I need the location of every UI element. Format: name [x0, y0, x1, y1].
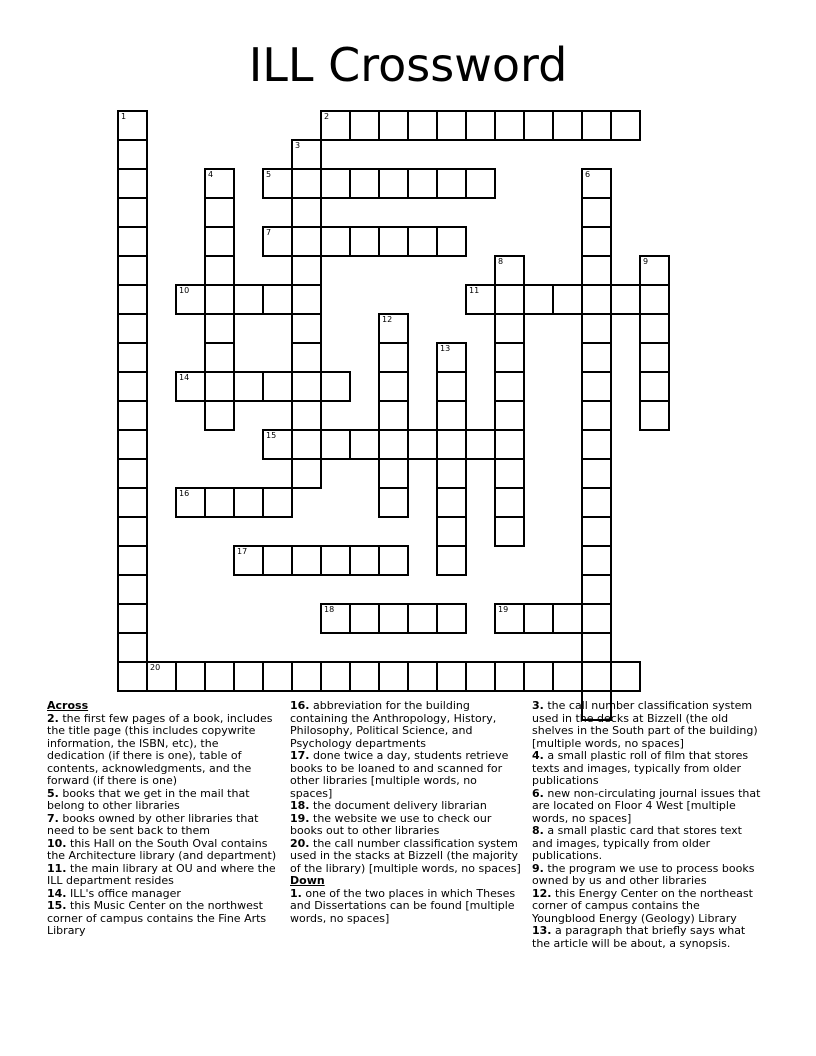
clue-column-2 — [290, 700, 522, 925]
grid-cell[interactable] — [117, 458, 148, 489]
grid-cell[interactable] — [436, 458, 467, 489]
grid-cell[interactable] — [407, 110, 438, 141]
grid-cell[interactable] — [639, 342, 670, 373]
cell-number: 2 — [324, 112, 330, 121]
grid-cell[interactable] — [610, 110, 641, 141]
grid-cell[interactable] — [581, 574, 612, 605]
grid-cell[interactable] — [117, 197, 148, 228]
clue-across-14: 14. ILL's office manager — [47, 886, 181, 900]
cell-number: 1 — [121, 112, 127, 121]
grid-cell[interactable] — [117, 226, 148, 257]
grid-cell[interactable] — [494, 110, 525, 141]
clue-down-12: 12. this Energy Center on the northeast corner of campus contains the Youngblood Energy (Geology) Library — [532, 886, 753, 925]
clue-across-15: 15. this Music Center on the northwest corner of campus contains the Fine Arts Library — [47, 899, 267, 937]
grid-cell[interactable] — [320, 226, 351, 257]
grid-cell[interactable] — [378, 661, 409, 692]
grid-cell[interactable] — [117, 168, 148, 199]
grid-cell[interactable] — [204, 487, 235, 518]
grid-cell[interactable] — [610, 661, 641, 692]
grid-cell[interactable] — [436, 516, 467, 547]
cell-number: 13 — [440, 344, 451, 353]
grid-cell[interactable] — [378, 342, 409, 373]
grid-cell[interactable] — [117, 110, 148, 141]
clue-down-3: 3. the call number classification system used in the decks at Bizzell (the old shelves in the South part of the building) [multiple words, no spaces] — [532, 699, 758, 750]
grid-cell[interactable] — [494, 371, 525, 402]
grid-cell[interactable] — [291, 429, 322, 460]
grid-cell[interactable] — [175, 284, 206, 315]
grid-cell[interactable] — [320, 168, 351, 199]
grid-cell[interactable] — [262, 429, 293, 460]
cell-number: 15 — [266, 431, 277, 440]
cell-number: 5 — [266, 170, 272, 179]
grid-cell[interactable] — [117, 487, 148, 518]
grid-cell[interactable] — [436, 168, 467, 199]
grid-cell[interactable] — [233, 661, 264, 692]
grid-cell[interactable] — [291, 139, 322, 170]
clue-across-2: 2. the first few pages of a book, includes the title page (this includes copywrite information, the ISBN, etc), the dedication (if there is one), table of contents, acknowledgments, and the forward (if there is one) — [47, 711, 273, 787]
cell-number: 10 — [179, 286, 190, 295]
grid-cell[interactable] — [581, 487, 612, 518]
grid-cell[interactable] — [233, 371, 264, 402]
grid-cell[interactable] — [581, 313, 612, 344]
clue-down-6: 6. new non-circulating journal issues that are located on Floor 4 West [multiple words, no spaces] — [532, 786, 761, 825]
grid-cell[interactable] — [639, 255, 670, 286]
grid-cell[interactable] — [581, 371, 612, 402]
grid-cell[interactable] — [465, 661, 496, 692]
clue-across-18: 18. the document delivery librarian — [290, 799, 487, 812]
cell-number: 18 — [324, 605, 335, 614]
clue-across-5: 5. books that we get in the mail that belong to other libraries — [47, 786, 250, 812]
cell-number: 19 — [498, 605, 509, 614]
grid-cell[interactable] — [291, 255, 322, 286]
cell-number: 9 — [643, 257, 649, 266]
grid-cell[interactable] — [175, 661, 206, 692]
clue-across-20: 20. the call number classification system used in the stacks at Bizzell (the majority of the library) [multiple words, no spaces] — [290, 836, 521, 875]
grid-cell[interactable] — [349, 226, 380, 257]
grid-cell[interactable] — [378, 603, 409, 634]
grid-cell[interactable] — [320, 545, 351, 576]
grid-cell[interactable] — [581, 603, 612, 634]
grid-cell[interactable] — [349, 545, 380, 576]
clue-down-4: 4. a small plastic roll of film that stores texts and images, typically from older publications — [532, 749, 749, 787]
grid-cell[interactable] — [581, 429, 612, 460]
grid-cell[interactable] — [465, 284, 496, 315]
grid-cell[interactable] — [639, 400, 670, 431]
grid-cell[interactable] — [552, 661, 583, 692]
grid-cell[interactable] — [494, 284, 525, 315]
clue-across-19: 19. the website we use to check our books out to other libraries — [290, 811, 492, 837]
down-heading: Down — [290, 874, 325, 887]
grid-cell[interactable] — [349, 168, 380, 199]
grid-cell[interactable] — [175, 371, 206, 402]
grid-cell[interactable] — [349, 110, 380, 141]
grid-cell[interactable] — [494, 487, 525, 518]
grid-cell[interactable] — [291, 371, 322, 402]
grid-cell[interactable] — [581, 545, 612, 576]
grid-cell[interactable] — [117, 284, 148, 315]
grid-cell[interactable] — [465, 429, 496, 460]
grid-cell[interactable] — [320, 603, 351, 634]
grid-cell[interactable] — [233, 487, 264, 518]
across-heading: Across — [47, 699, 89, 712]
grid-cell[interactable] — [378, 371, 409, 402]
grid-cell[interactable] — [291, 400, 322, 431]
clue-column-3 — [532, 700, 764, 950]
grid-cell[interactable] — [436, 661, 467, 692]
grid-cell[interactable] — [204, 226, 235, 257]
grid-cell[interactable] — [204, 168, 235, 199]
grid-cell[interactable] — [117, 429, 148, 460]
grid-cell[interactable] — [494, 255, 525, 286]
clue-across-7: 7. books owned by other libraries that need to be sent back to them — [47, 811, 259, 837]
grid-cell[interactable] — [378, 487, 409, 518]
grid-cell[interactable] — [639, 284, 670, 315]
grid-cell[interactable] — [175, 487, 206, 518]
grid-cell[interactable] — [523, 603, 554, 634]
grid-cell[interactable] — [117, 139, 148, 170]
grid-cell[interactable] — [523, 284, 554, 315]
cell-number: 6 — [585, 170, 591, 179]
grid-cell[interactable] — [117, 545, 148, 576]
grid-cell[interactable] — [581, 197, 612, 228]
grid-cell[interactable] — [494, 458, 525, 489]
grid-cell[interactable] — [204, 400, 235, 431]
grid-cell[interactable] — [436, 429, 467, 460]
grid-cell[interactable] — [291, 168, 322, 199]
clue-down-1: 1. one of the two places in which Theses and Dissertations can be found [multiple words, no spaces] — [290, 886, 516, 925]
grid-cell[interactable] — [291, 545, 322, 576]
grid-cell[interactable] — [494, 400, 525, 431]
grid-cell[interactable] — [349, 661, 380, 692]
grid-cell[interactable] — [552, 284, 583, 315]
cell-number: 8 — [498, 257, 504, 266]
grid-cell[interactable] — [320, 429, 351, 460]
clue-across-17: 17. done twice a day, students retrieve books to be loaned to and scanned for other libraries [multiple words, no spaces] — [290, 749, 509, 800]
grid-cell[interactable] — [320, 110, 351, 141]
grid-cell[interactable] — [291, 197, 322, 228]
grid-cell[interactable] — [407, 661, 438, 692]
grid-cell[interactable] — [117, 661, 148, 692]
cell-number: 14 — [179, 373, 190, 382]
grid-cell[interactable] — [204, 342, 235, 373]
grid-cell[interactable] — [117, 342, 148, 373]
grid-cell[interactable] — [378, 545, 409, 576]
grid-cell[interactable] — [204, 284, 235, 315]
grid-cell[interactable] — [117, 371, 148, 402]
grid-cell[interactable] — [581, 632, 612, 663]
grid-cell[interactable] — [349, 603, 380, 634]
clue-across-11: 11. the main library at OU and where the ILL department resides — [47, 861, 276, 887]
grid-cell[interactable] — [204, 661, 235, 692]
cell-number: 12 — [382, 315, 393, 324]
grid-cell[interactable] — [436, 545, 467, 576]
grid-cell[interactable] — [465, 110, 496, 141]
grid-cell[interactable] — [523, 110, 554, 141]
grid-cell[interactable] — [639, 313, 670, 344]
grid-cell[interactable] — [494, 516, 525, 547]
grid-cell[interactable] — [233, 545, 264, 576]
grid-cell[interactable] — [494, 661, 525, 692]
grid-cell[interactable] — [494, 429, 525, 460]
grid-cell[interactable] — [117, 400, 148, 431]
grid-cell[interactable] — [291, 226, 322, 257]
grid-cell[interactable] — [262, 371, 293, 402]
grid-cell[interactable] — [291, 313, 322, 344]
grid-cell[interactable] — [233, 284, 264, 315]
grid-cell[interactable] — [494, 313, 525, 344]
grid-cell[interactable] — [581, 110, 612, 141]
grid-cell[interactable] — [465, 168, 496, 199]
grid-cell[interactable] — [436, 400, 467, 431]
grid-cell[interactable] — [262, 168, 293, 199]
grid-cell[interactable] — [378, 400, 409, 431]
grid-cell[interactable] — [204, 255, 235, 286]
grid-cell[interactable] — [262, 545, 293, 576]
grid-cell[interactable] — [581, 400, 612, 431]
cell-number: 3 — [295, 141, 301, 150]
grid-cell[interactable] — [378, 168, 409, 199]
grid-cell[interactable] — [291, 284, 322, 315]
grid-cell[interactable] — [262, 284, 293, 315]
grid-cell[interactable] — [581, 458, 612, 489]
grid-cell[interactable] — [320, 661, 351, 692]
clue-column-1 — [47, 700, 279, 938]
grid-cell[interactable] — [407, 603, 438, 634]
grid-cell[interactable] — [552, 603, 583, 634]
grid-cell[interactable] — [552, 110, 583, 141]
grid-cell[interactable] — [291, 342, 322, 373]
grid-cell[interactable] — [581, 255, 612, 286]
grid-cell[interactable] — [349, 429, 380, 460]
grid-cell[interactable] — [117, 603, 148, 634]
grid-cell[interactable] — [407, 168, 438, 199]
grid-cell[interactable] — [378, 458, 409, 489]
grid-cell[interactable] — [204, 313, 235, 344]
grid-cell[interactable] — [581, 342, 612, 373]
grid-cell[interactable] — [291, 661, 322, 692]
grid-cell[interactable] — [378, 313, 409, 344]
grid-cell[interactable] — [320, 371, 351, 402]
grid-cell[interactable] — [204, 371, 235, 402]
grid-cell[interactable] — [581, 284, 612, 315]
grid-cell[interactable] — [291, 458, 322, 489]
cell-number: 20 — [150, 663, 161, 672]
grid-cell[interactable] — [639, 371, 670, 402]
clue-across-10: 10. this Hall on the South Oval contains the Architecture library (and department) — [47, 836, 277, 862]
page-title: ILL Crossword — [248, 38, 568, 92]
grid-cell[interactable] — [146, 661, 177, 692]
cell-number: 4 — [208, 170, 214, 179]
grid-cell[interactable] — [436, 371, 467, 402]
grid-cell[interactable] — [610, 284, 641, 315]
clue-across-16: 16. abbreviation for the building containing the Anthropology, History, Philosophy, Political Science, and Psychology departments — [290, 699, 497, 750]
clue-down-9: 9. the program we use to process books owned by us and other libraries — [532, 861, 755, 887]
clue-down-13: 13. a paragraph that briefly says what the article will be about, a synopsis. — [532, 924, 746, 950]
grid-cell[interactable] — [262, 661, 293, 692]
grid-cell[interactable] — [407, 226, 438, 257]
grid-cell[interactable] — [117, 255, 148, 286]
clue-down-8: 8. a small plastic card that stores text and images, typically from older publications. — [532, 824, 742, 862]
grid-cell[interactable] — [581, 661, 612, 692]
grid-cell[interactable] — [436, 487, 467, 518]
grid-cell[interactable] — [262, 226, 293, 257]
cell-number: 7 — [266, 228, 272, 237]
grid-cell[interactable] — [581, 516, 612, 547]
grid-cell[interactable] — [523, 661, 554, 692]
grid-cell[interactable] — [117, 632, 148, 663]
grid-cell[interactable] — [262, 487, 293, 518]
grid-cell[interactable] — [436, 226, 467, 257]
grid-cell[interactable] — [581, 226, 612, 257]
grid-cell[interactable] — [378, 226, 409, 257]
grid-cell[interactable] — [494, 603, 525, 634]
grid-cell[interactable] — [204, 197, 235, 228]
cell-number: 16 — [179, 489, 190, 498]
grid-cell[interactable] — [581, 168, 612, 199]
grid-cell[interactable] — [494, 342, 525, 373]
cell-number: 17 — [237, 547, 248, 556]
grid-cell[interactable] — [117, 516, 148, 547]
grid-cell[interactable] — [117, 313, 148, 344]
grid-cell[interactable] — [436, 342, 467, 373]
grid-cell[interactable] — [378, 110, 409, 141]
grid-cell[interactable] — [117, 574, 148, 605]
grid-cell[interactable] — [436, 110, 467, 141]
grid-cell[interactable] — [378, 429, 409, 460]
grid-cell[interactable] — [407, 429, 438, 460]
cell-number: 11 — [469, 286, 480, 295]
grid-cell[interactable] — [436, 603, 467, 634]
